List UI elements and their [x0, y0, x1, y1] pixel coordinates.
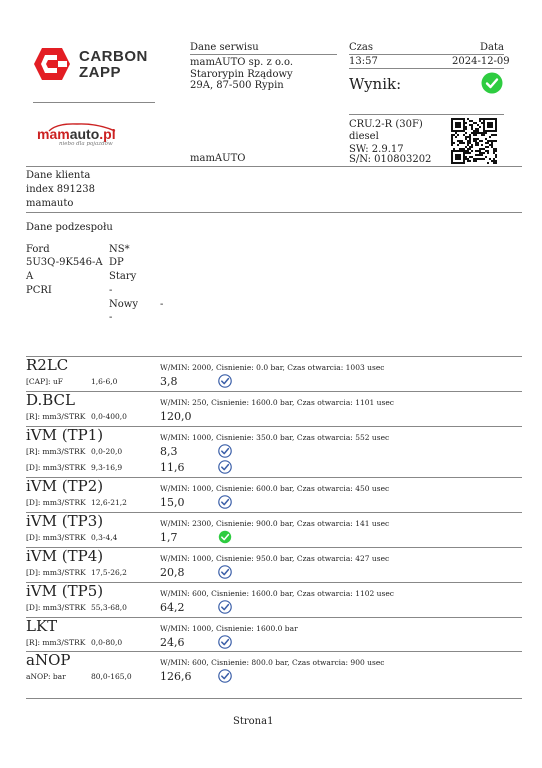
test-name: iVM (TP1): [26, 426, 104, 444]
component-right-3: -: [109, 285, 113, 296]
component-left-0: Ford: [26, 244, 50, 255]
test-row-value: 120,0: [160, 410, 192, 423]
service-heading-line: [190, 54, 337, 55]
test-row-value: 8,3: [160, 445, 178, 458]
result-label: Wynik:: [349, 75, 402, 93]
test-row-label: [D]: mm3/STRK: [26, 603, 86, 612]
result-line: [349, 114, 504, 115]
test-description: W/MIN: 250, Cisnienie: 1600.0 bar, Czas otwarcia: 1101 usec: [160, 398, 394, 407]
test-description: W/MIN: 1000, Cisnienie: 350.0 bar, Czas otwarcia: 552 usec: [160, 433, 390, 442]
test-row-label: aNOP: bar: [26, 672, 66, 681]
test-description: W/MIN: 2000, Cisnienie: 0.0 bar, Czas otwarcia: 1003 usec: [160, 363, 385, 372]
logo-underline: [33, 102, 155, 103]
logo-tagline: niebo dla pojazdów: [59, 141, 113, 147]
pass-check-icon: [218, 530, 232, 544]
component-right-5: -: [109, 312, 113, 323]
test-separator: [26, 391, 522, 392]
test-row-range: 17,5-26,2: [91, 568, 127, 577]
ok-check-icon: [218, 460, 232, 474]
test-row-value: 24,6: [160, 636, 185, 649]
test-row-range: 1,6-6,0: [91, 377, 118, 386]
client-name: mamauto: [26, 198, 74, 209]
test-row-range: 0,0-80,0: [91, 638, 123, 647]
time-heading-line: [349, 54, 504, 55]
service-name: mamAUTO sp. z o.o.: [190, 57, 294, 68]
test-row-range: 12,6-21,2: [91, 498, 127, 507]
test-row-value: 3,8: [160, 375, 178, 388]
test-row-value: 126,6: [160, 670, 192, 683]
component-right-4: Nowy: [109, 299, 138, 310]
test-separator: [26, 651, 522, 652]
test-row-range: 0,0-20,0: [91, 447, 123, 456]
test-name: iVM (TP5): [26, 582, 104, 600]
ok-check-icon: [218, 565, 232, 579]
ok-check-icon: [218, 444, 232, 458]
service-address-2: 29A, 87-500 Rypin: [190, 80, 284, 91]
test-row-value: 1,7: [160, 531, 178, 544]
test-row-range: 0,0-400,0: [91, 412, 127, 421]
carbon-zapp-logo-icon: [33, 47, 71, 81]
test-description: W/MIN: 1000, Cisnienie: 950.0 bar, Czas otwarcia: 427 usec: [160, 554, 390, 563]
test-separator: [26, 617, 522, 618]
test-row-label: [D]: mm3/STRK: [26, 568, 86, 577]
test-name: LKT: [26, 617, 58, 635]
test-row-range: 0,3-4,4: [91, 533, 118, 542]
component-left-1: 5U3Q-9K546-A: [26, 257, 103, 268]
test-row-value: 15,0: [160, 496, 185, 509]
component-left-3: PCRI: [26, 285, 52, 296]
test-description: W/MIN: 1000, Cisnienie: 600.0 bar, Czas otwarcia: 450 usec: [160, 484, 390, 493]
service-address-1: Starorypin Rządowy: [190, 69, 293, 80]
result-ok-icon: [481, 72, 503, 94]
test-separator: [26, 356, 522, 357]
ok-check-icon: [218, 635, 232, 649]
test-row-label: [D]: mm3/STRK: [26, 533, 86, 542]
logo-text-auto: auto: [69, 126, 100, 142]
ok-check-icon: [218, 600, 232, 614]
page-number: Strona1: [233, 716, 274, 727]
logo-text-mam: mam: [37, 126, 70, 142]
service-short-name: mamAUTO: [190, 153, 246, 164]
test-name: D.BCL: [26, 391, 75, 409]
test-row-label: [R]: mm3/STRK: [26, 447, 86, 456]
ok-check-icon: [218, 495, 232, 509]
component-dash-extra: -: [160, 299, 164, 310]
service-heading: Dane serwisu: [190, 42, 259, 53]
test-row-range: 55,3-68,0: [91, 603, 127, 612]
test-description: W/MIN: 2300, Cisnienie: 900.0 bar, Czas otwarcia: 141 usec: [160, 519, 390, 528]
mamauto-logo: [37, 122, 137, 150]
test-row-label: [R]: mm3/STRK: [26, 638, 86, 647]
device-model: CRU.2-R (30F): [349, 119, 423, 130]
time-value: 13:57: [349, 56, 378, 67]
brand-line-2: ZAPP: [79, 64, 122, 81]
device-sn: S/N: 010803202: [349, 154, 432, 165]
ok-check-icon: [218, 374, 232, 388]
test-row-label: [R]: mm3/STRK: [26, 412, 86, 421]
carbon-zapp-logo: [33, 47, 153, 83]
test-name: iVM (TP4): [26, 547, 104, 565]
component-right-0: NS*: [109, 244, 130, 255]
device-sw: SW: 2.9.17: [349, 144, 404, 155]
test-row-value: 64,2: [160, 601, 185, 614]
client-bottom-line: [26, 212, 522, 213]
footer-line: [26, 698, 522, 699]
test-row-range: 9,3-16,9: [91, 463, 123, 472]
component-right-2: Stary: [109, 271, 137, 282]
test-row-label: [D]: mm3/STRK: [26, 498, 86, 507]
test-name: aNOP: [26, 651, 71, 669]
test-row-label: [D]: mm3/STRK: [26, 463, 86, 472]
time-heading: Czas: [349, 42, 374, 53]
qr-code: [451, 118, 497, 164]
test-name: iVM (TP2): [26, 477, 104, 495]
time-value-line: [349, 68, 504, 69]
test-row-value: 20,8: [160, 566, 185, 579]
test-description: W/MIN: 1000, Cisnienie: 1600.0 bar: [160, 624, 298, 633]
date-value: 2024-12-09: [452, 56, 510, 67]
component-left-2: A: [26, 271, 34, 282]
test-name: iVM (TP3): [26, 512, 104, 530]
brand-line-1: CARBON: [79, 48, 148, 65]
test-row-range: 80,0-165,0: [91, 672, 132, 681]
logo-text-pl: .pl: [99, 126, 116, 142]
ok-check-icon: [218, 669, 232, 683]
component-right-1: DP: [109, 257, 124, 268]
test-description: W/MIN: 600, Cisnienie: 800.0 bar, Czas otwarcia: 900 usec: [160, 658, 385, 667]
client-index: index 891238: [26, 184, 95, 195]
test-row-label: [CAP]: uF: [26, 377, 63, 386]
client-heading: Dane klienta: [26, 170, 91, 181]
device-fuel: diesel: [349, 131, 379, 142]
header-bottom-line: [26, 166, 522, 167]
test-description: W/MIN: 600, Cisnienie: 1600.0 bar, Czas otwarcia: 1102 usec: [160, 589, 394, 598]
test-name: R2LC: [26, 356, 69, 374]
test-row-value: 11,6: [160, 461, 185, 474]
component-heading: Dane podzespołu: [26, 222, 113, 233]
date-heading: Data: [480, 42, 504, 53]
